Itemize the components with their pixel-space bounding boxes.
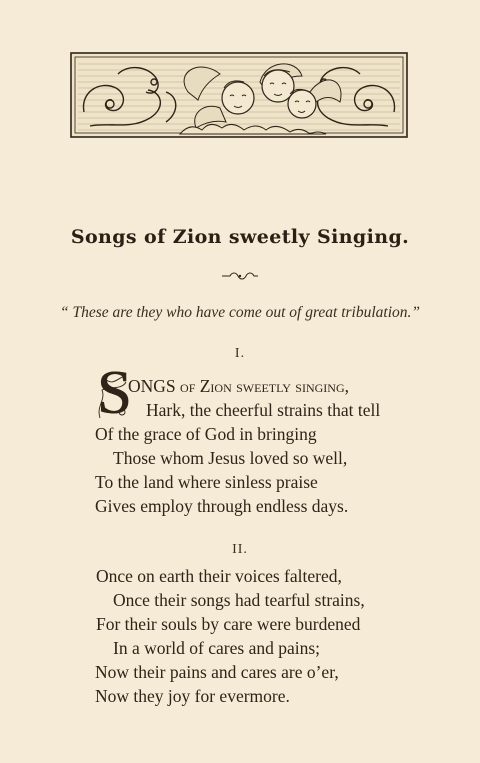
verse-line: Those whom Jesus loved so well, — [113, 448, 348, 468]
verse-line: To the land where sinless praise — [95, 472, 318, 492]
drop-cap: S — [96, 359, 132, 427]
verse-line: Of the grace of God in bringing — [95, 424, 317, 444]
verse-line: Hark, the cheerful strains that tell — [146, 400, 381, 420]
verse-line: Now they joy for evermore. — [95, 686, 290, 706]
hymn-title: Songs of Zion sweetly Singing. — [70, 226, 410, 248]
verse-line: ONGS of Zion sweetly singing, — [128, 376, 349, 396]
verse-line: Now their pains and cares are o’er, — [95, 662, 339, 682]
epigraph: “ These are they who have come out of great tribulation.” — [59, 304, 421, 321]
verse-line: Once on earth their voices faltered, — [96, 566, 342, 586]
verse-line: Once their songs had tearful strains, — [113, 590, 365, 610]
cherubs-ornament-icon — [70, 52, 408, 138]
stanza-number: I. — [234, 346, 246, 361]
verse-line: Gives employ through endless days. — [95, 496, 349, 516]
flourish-divider-icon — [220, 270, 260, 282]
verse-line: For their souls by care were burdened — [96, 614, 361, 634]
verse-line: In a world of cares and pains; — [113, 638, 321, 658]
stanza-number: II. — [232, 542, 248, 557]
